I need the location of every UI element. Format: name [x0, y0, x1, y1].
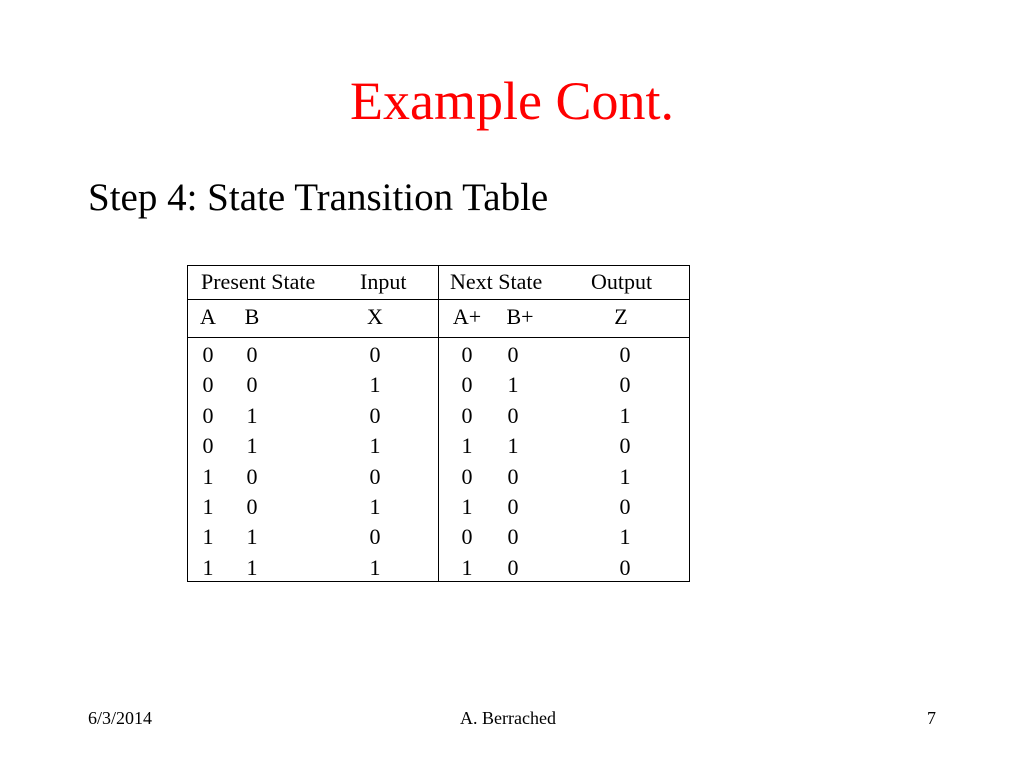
- cell-b-plus: 0: [507, 463, 519, 489]
- cell-a: 0: [202, 372, 214, 398]
- cell-x: 1: [369, 554, 381, 580]
- cell-a: 0: [202, 433, 214, 459]
- cell-b: 1: [246, 554, 258, 580]
- cell-z: 0: [619, 372, 631, 398]
- cell-a-plus: 0: [461, 524, 473, 550]
- cell-z: 0: [619, 433, 631, 459]
- cell-z: 0: [619, 494, 631, 519]
- cell-b-plus: 1: [507, 433, 519, 459]
- cell-a-plus: 1: [461, 554, 473, 580]
- header-a-plus: A+: [452, 304, 482, 329]
- cell-a: 0: [202, 342, 214, 367]
- cell-z: 1: [619, 463, 631, 489]
- cell-a-plus: 1: [461, 433, 473, 459]
- cell-x: 0: [369, 524, 381, 550]
- cell-x: 0: [369, 402, 381, 428]
- cell-b-plus: 0: [507, 494, 519, 519]
- cell-b: 1: [246, 433, 258, 459]
- cell-b: 0: [246, 372, 258, 398]
- state-transition-table: [187, 265, 690, 582]
- cell-x: 1: [369, 372, 381, 398]
- cell-x: 1: [369, 494, 381, 519]
- cell-a-plus: 0: [461, 463, 473, 489]
- cell-b: 0: [246, 342, 258, 367]
- cell-b: 1: [246, 524, 258, 550]
- cell-x: 0: [369, 463, 381, 489]
- cell-x: 0: [369, 342, 381, 367]
- cell-b: 0: [246, 463, 258, 489]
- cell-b: 1: [246, 402, 258, 428]
- cell-a: 1: [202, 494, 214, 519]
- cell-b-plus: 0: [507, 524, 519, 550]
- cell-a: 1: [202, 463, 214, 489]
- cell-z: 1: [619, 402, 631, 428]
- header-bottom-divider: [188, 337, 689, 338]
- header-output: Output: [591, 269, 653, 294]
- cell-x: 1: [369, 433, 381, 459]
- cell-a: 1: [202, 524, 214, 550]
- header-x: X: [367, 304, 383, 329]
- cell-a-plus: 0: [461, 372, 473, 398]
- slide-subtitle: Step 4: State Transition Table: [88, 176, 549, 219]
- cell-b-plus: 0: [507, 554, 519, 580]
- header-z: Z: [614, 304, 628, 329]
- cell-b-plus: 0: [507, 402, 519, 428]
- column-divider: [438, 266, 439, 581]
- header-divider: [188, 299, 689, 300]
- cell-b-plus: 1: [507, 372, 519, 398]
- cell-b: 0: [246, 494, 258, 519]
- cell-z: 0: [619, 342, 631, 367]
- cell-a-plus: 1: [461, 494, 473, 519]
- header-present-state: Present State: [201, 269, 316, 294]
- footer-author: A. Berrached: [460, 708, 556, 728]
- slide-title: Example Cont.: [350, 71, 674, 131]
- cell-b-plus: 0: [507, 342, 519, 367]
- header-a: A: [200, 304, 216, 329]
- footer-page-number: 7: [927, 708, 936, 728]
- cell-z: 0: [619, 554, 631, 580]
- cell-a-plus: 0: [461, 402, 473, 428]
- header-b: B: [244, 304, 260, 329]
- cell-a-plus: 0: [461, 342, 473, 367]
- header-next-state: Next State: [450, 269, 543, 294]
- header-b-plus: B+: [506, 304, 534, 329]
- header-input: Input: [360, 269, 407, 294]
- cell-z: 1: [619, 524, 631, 550]
- footer-date: 6/3/2014: [88, 708, 153, 728]
- cell-a: 1: [202, 554, 214, 580]
- cell-a: 0: [202, 402, 214, 428]
